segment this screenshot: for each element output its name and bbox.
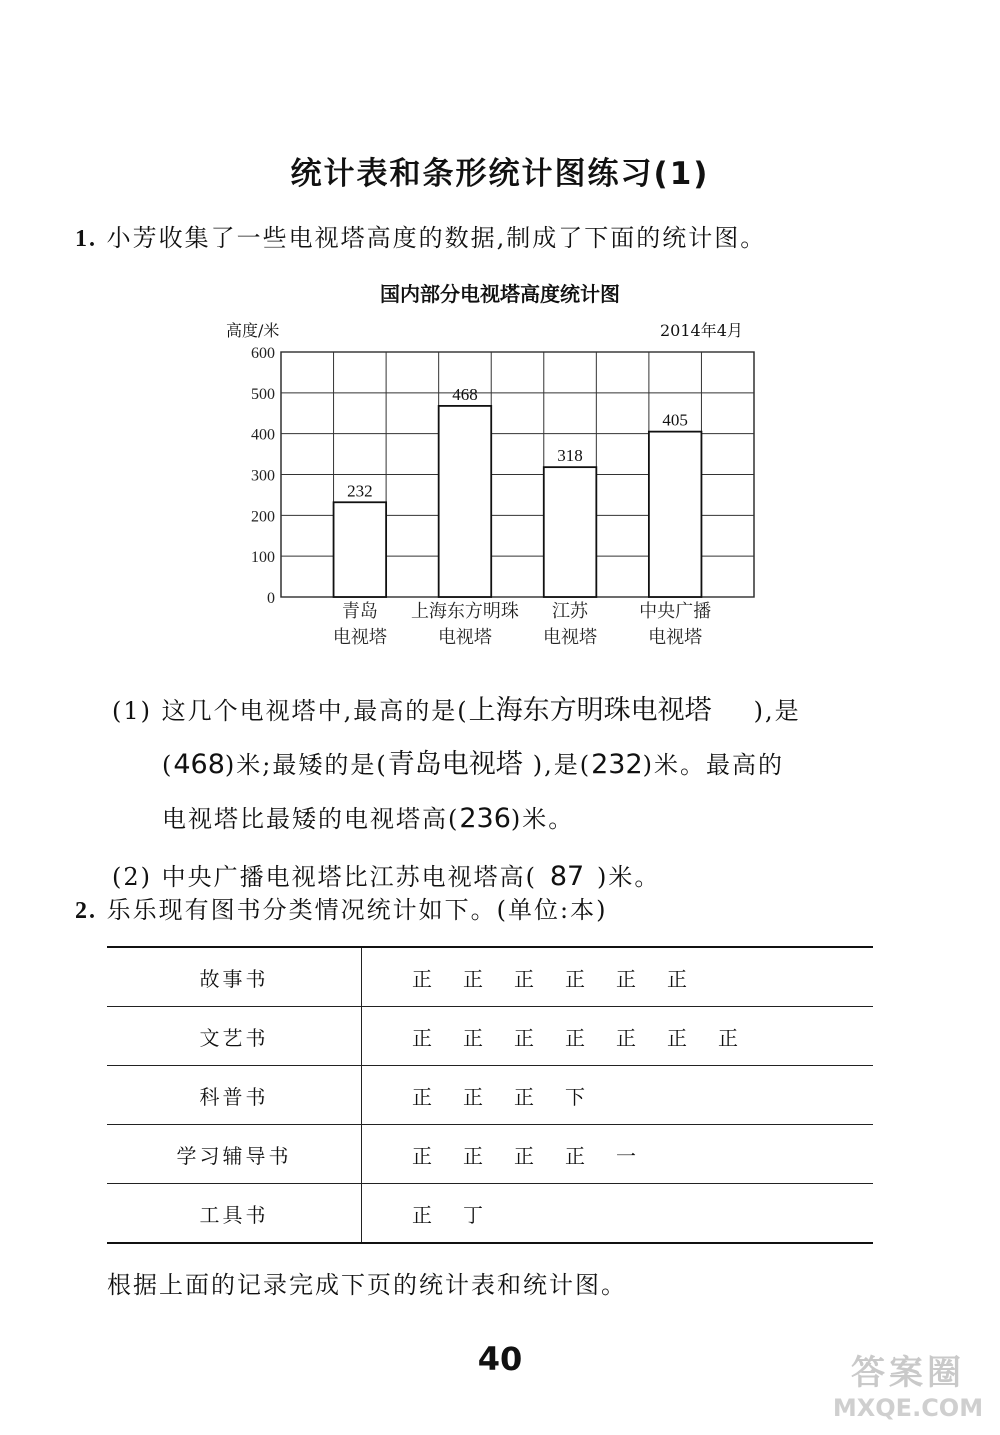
question-1-sub-1	[112, 684, 892, 904]
bar	[544, 467, 597, 597]
tally-mark: 正	[565, 1025, 586, 1050]
instruction-text: 根据上面的记录完成下页的统计表和统计图。	[107, 1271, 627, 1299]
y-tick-label: 0	[267, 590, 275, 607]
tally-mark: 正	[667, 966, 688, 991]
category-cell: 故事书	[107, 947, 362, 1007]
x-tick-label: 青岛	[341, 601, 378, 622]
bar-value-label: 232	[347, 481, 373, 501]
y-tick-label: 400	[251, 426, 275, 444]
tally-mark: 丁	[463, 1202, 484, 1227]
question-text: 小芳收集了一些电视塔高度的数据,制成了下面的统计图。	[106, 224, 767, 252]
page-number: 40	[477, 1340, 523, 1378]
answer-tallest-tower[interactable]: 上海东方明珠电视塔	[468, 695, 712, 726]
table-row	[107, 1007, 873, 1066]
prompt-text: 电视塔比最矮的电视塔高(	[162, 805, 460, 833]
watermark-top: 答案圈	[851, 1353, 965, 1393]
tally-mark: 一	[616, 1143, 637, 1168]
prompt-text: (2) 中央广播电视塔比江苏电视塔高(	[112, 863, 537, 891]
tally-mark: 正	[463, 1025, 484, 1050]
prompt-text: (	[162, 751, 174, 779]
y-tick-label: 500	[251, 385, 275, 403]
tally-mark: 正	[412, 966, 433, 991]
answer-shortest-tower[interactable]: 青岛电视塔	[387, 749, 523, 780]
tally-mark: 正	[514, 966, 535, 991]
tally-marks-cell	[362, 1066, 874, 1125]
tally-table	[107, 946, 873, 1244]
tally-marks-cell	[362, 1125, 874, 1184]
watermark-bottom: MXQE.COM	[832, 1394, 984, 1422]
tally-mark: 正	[514, 1084, 535, 1109]
bar-value-label: 405	[662, 410, 688, 430]
answer-shortest-height[interactable]: 232	[591, 749, 643, 780]
tally-mark: 正	[718, 1025, 739, 1050]
tally-mark: 正	[667, 1025, 688, 1050]
tally-mark: 正	[412, 1084, 433, 1109]
y-tick-label: 100	[251, 549, 275, 567]
y-axis-label: 高度/米	[226, 321, 280, 340]
prompt-text: )米。	[510, 805, 575, 833]
answer-height-difference[interactable]: 236	[459, 803, 511, 834]
x-tick-label: 电视塔	[332, 627, 387, 648]
table-row	[107, 1125, 873, 1184]
prompt-text: )米;最矮的是(	[224, 751, 388, 779]
x-tick-label: 中央广播	[639, 601, 712, 622]
bar	[334, 502, 387, 597]
x-tick-label: 电视塔	[543, 627, 598, 648]
y-tick-label: 600	[251, 345, 275, 362]
bar	[649, 432, 702, 597]
answer-tallest-height[interactable]: 468	[173, 749, 225, 780]
tally-mark: 正	[616, 966, 637, 991]
question-2	[75, 890, 607, 925]
tally-mark: 正	[616, 1025, 637, 1050]
tally-mark: 正	[463, 1143, 484, 1168]
tally-mark: 正	[514, 1025, 535, 1050]
tally-marks-cell	[362, 1184, 874, 1244]
y-tick-label: 200	[251, 508, 275, 526]
category-cell: 科普书	[107, 1066, 362, 1125]
x-tick-label: 江苏	[552, 601, 589, 622]
prompt-text: ),是	[753, 697, 801, 725]
tally-mark: 正	[412, 1202, 433, 1227]
chart-date: 2014年4月	[660, 321, 743, 340]
tally-mark: 正	[565, 1143, 586, 1168]
tally-mark: 正	[463, 1084, 484, 1109]
page-title: 统计表和条形统计图练习(1)	[290, 156, 710, 192]
chart-bars	[334, 406, 702, 597]
prompt-text: (1) 这几个电视塔中,最高的是(	[112, 697, 469, 725]
category-cell: 学习辅导书	[107, 1125, 362, 1184]
question-number: 1.	[75, 226, 97, 252]
prompt-text: ),是(	[532, 751, 592, 779]
chart-title: 国内部分电视塔高度统计图	[380, 282, 620, 306]
x-tick-label: 电视塔	[437, 627, 492, 648]
tally-marks-cell	[362, 1007, 874, 1066]
tally-mark: 正	[514, 1143, 535, 1168]
prompt-text: )米。	[597, 863, 661, 891]
tally-mark: 正	[565, 966, 586, 991]
x-tick-label: 上海东方明珠	[410, 601, 519, 622]
table-row	[107, 1066, 873, 1125]
bar-value-label: 468	[452, 384, 478, 404]
y-tick-label: 300	[251, 467, 275, 485]
tally-mark: 正	[412, 1143, 433, 1168]
prompt-text: )米。最高的	[642, 751, 785, 779]
tally-mark: 正	[463, 966, 484, 991]
category-cell: 工具书	[107, 1184, 362, 1244]
question-number: 2.	[75, 898, 97, 924]
tally-mark: 正	[412, 1025, 433, 1050]
tally-marks-cell	[362, 947, 874, 1007]
watermark-logo	[818, 1345, 998, 1425]
question-text: 乐乐现有图书分类情况统计如下。(单位:本)	[106, 896, 608, 924]
tally-mark: 下	[565, 1084, 586, 1109]
bar-value-label: 318	[557, 446, 583, 466]
answer-cctv-vs-jiangsu[interactable]: 87	[549, 861, 585, 892]
bar	[439, 406, 492, 597]
x-tick-label: 电视塔	[648, 627, 703, 648]
category-cell: 文艺书	[107, 1007, 362, 1066]
table-row	[107, 1184, 873, 1244]
bar-chart	[0, 0, 1000, 700]
table-row	[107, 947, 873, 1007]
